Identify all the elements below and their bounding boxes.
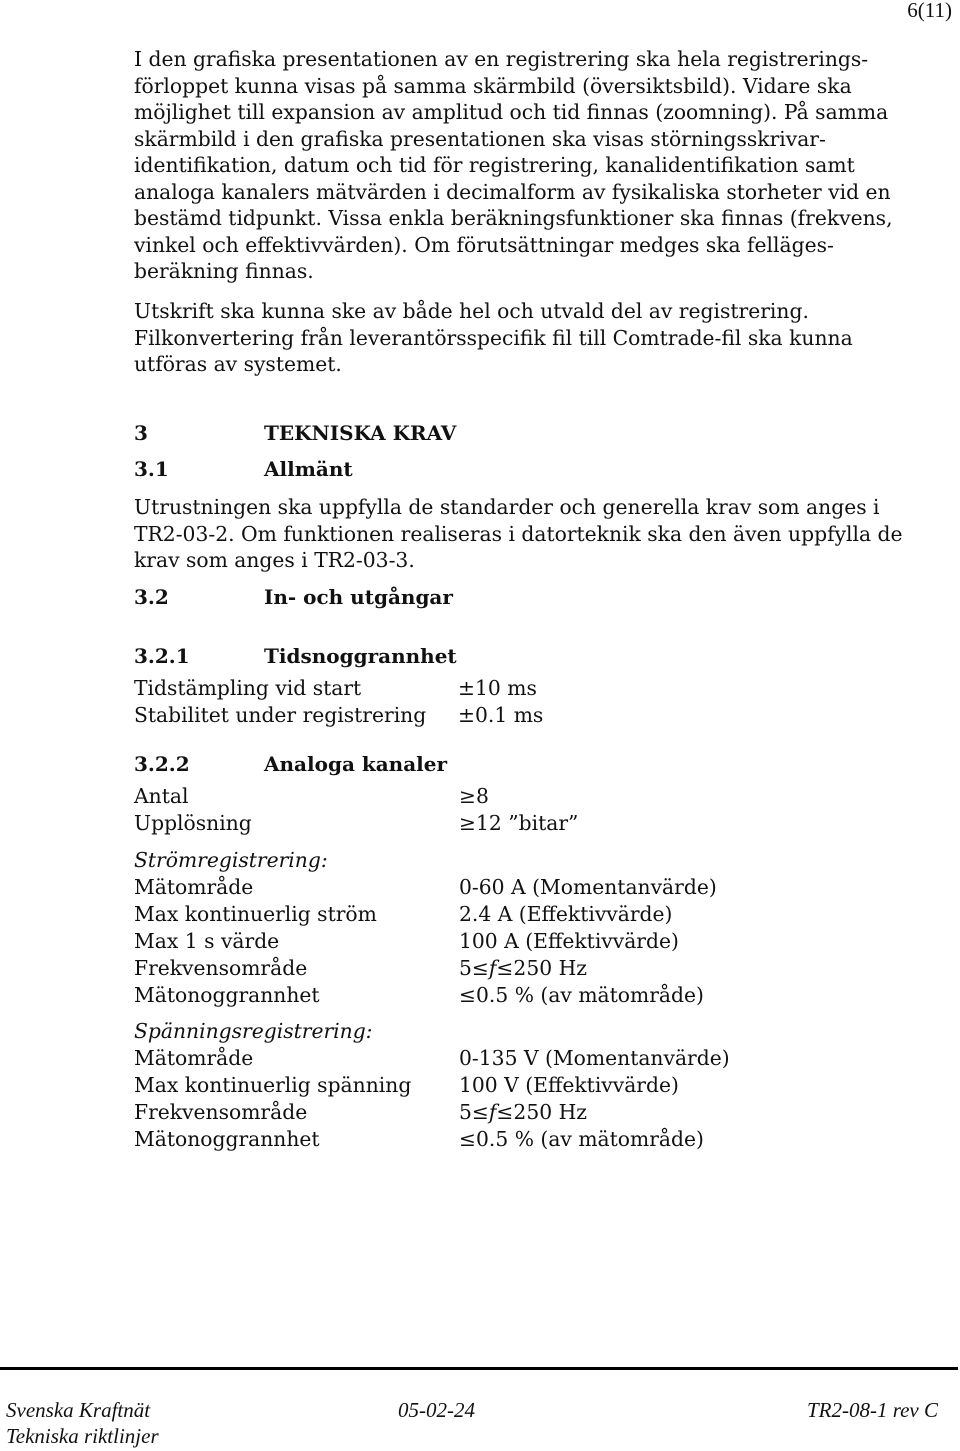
spec-label: Mätonoggrannhet bbox=[134, 983, 320, 1007]
text-line: möjlighet till expansion av amplitud och tid finnas (zoomning). På samma bbox=[134, 100, 889, 124]
text-line: analoga kanalers mätvärden i decimalform av fysikaliska storheter vid en bbox=[134, 179, 891, 204]
spec-label: Max 1 s värde bbox=[134, 929, 280, 953]
text-line: utföras av systemet. bbox=[134, 352, 342, 376]
section-3-2-1-number: 3.2.1 bbox=[134, 644, 190, 668]
text-line: bestämd tidpunkt. Vissa enkla beräkningsfunktioner ska finnas (frekvens, bbox=[134, 206, 893, 230]
spec-label: Max kontinuerlig ström bbox=[134, 902, 377, 926]
spec-label: Upplösning bbox=[134, 811, 252, 835]
spec-label: Mätområde bbox=[134, 1046, 254, 1070]
spec-label: Max kontinuerlig spänning bbox=[134, 1073, 412, 1097]
text-line: vinkel och effektivvärden). Om förutsättningar medges ska felläges- bbox=[134, 232, 834, 257]
spec-label: Mätområde bbox=[134, 875, 254, 899]
spec-value: ≤0.5 % (av mätområde) bbox=[459, 983, 704, 1007]
spec-label: Tidstämpling vid start bbox=[134, 676, 362, 700]
value-suffix: ≤250 Hz bbox=[496, 956, 587, 980]
spec-value bbox=[459, 956, 587, 980]
section-3-2-title: In- och utgångar bbox=[264, 585, 453, 609]
section-3-2-1-title: Tidsnoggrannhet bbox=[264, 644, 457, 668]
spec-value: 2.4 A (Effektivvärde) bbox=[459, 902, 673, 926]
text-line: TR2-03-2. Om funktionen realiseras i datorteknik ska den även uppfylla de bbox=[134, 521, 903, 546]
page-number: 6(11) bbox=[907, 0, 952, 22]
section-3-2-number: 3.2 bbox=[134, 585, 169, 609]
footer-rule bbox=[0, 1367, 958, 1370]
footer-document-id: TR2-08-1 rev C bbox=[806, 1398, 938, 1422]
value-prefix: 5≤ bbox=[459, 956, 489, 980]
value-prefix: 5≤ bbox=[459, 1100, 489, 1124]
spec-label: Frekvensområde bbox=[134, 1100, 308, 1124]
intro-paragraph-2 bbox=[134, 298, 853, 378]
spec-value: ≤0.5 % (av mätområde) bbox=[459, 1127, 704, 1151]
text-line: Utskrift ska kunna ske av både hel och utvald del av registrering. bbox=[134, 299, 809, 323]
text-line: identifikation, datum och tid för registrering, kanalidentifikation samt bbox=[134, 153, 855, 177]
footer-organization: Svenska Kraftnät bbox=[6, 1398, 151, 1422]
text-line: beräkning finnas. bbox=[134, 259, 314, 283]
text-line: krav som anges i TR2-03-3. bbox=[134, 548, 415, 572]
section-3-2-2-title: Analoga kanaler bbox=[264, 752, 448, 776]
text-line: I den grafiska presentationen av en registrering ska hela registrerings- bbox=[134, 47, 869, 71]
section-3-1-number: 3.1 bbox=[134, 457, 169, 481]
spec-value: ≥12 ”bitar” bbox=[459, 811, 579, 835]
spec-value: 100 A (Effektivvärde) bbox=[459, 929, 679, 953]
spec-label: Mätonoggrannhet bbox=[134, 1127, 320, 1151]
spec-label: Antal bbox=[134, 784, 189, 808]
section-3-title: TEKNISKA KRAV bbox=[264, 421, 457, 445]
section-3-2-2-number: 3.2.2 bbox=[134, 752, 190, 776]
spec-value: ≥8 bbox=[459, 784, 489, 808]
text-line: förloppet kunna visas på samma skärmbild (översiktsbild). Vidare ska bbox=[134, 73, 852, 98]
spec-value: ±10 ms bbox=[458, 676, 537, 700]
text-line: skärmbild i den grafiska presentationen ska visas störningsskrivar- bbox=[134, 126, 826, 151]
spec-value: 100 V (Effektivvärde) bbox=[459, 1073, 679, 1097]
frequency-symbol: f bbox=[488, 956, 497, 980]
intro-paragraph-1 bbox=[134, 46, 893, 285]
text-line: Utrustningen ska uppfylla de standarder och generella krav som anges i bbox=[134, 495, 880, 519]
current-registration-heading: Strömregistrering: bbox=[134, 848, 328, 872]
section-3-1-body bbox=[134, 494, 903, 574]
spec-value: ±0.1 ms bbox=[458, 703, 544, 727]
section-3-number: 3 bbox=[134, 421, 148, 445]
frequency-symbol: f bbox=[488, 1100, 497, 1124]
spec-label: Stabilitet under registrering bbox=[134, 703, 427, 727]
footer-series: Tekniska riktlinjer bbox=[6, 1424, 159, 1448]
footer-date: 05-02-24 bbox=[398, 1398, 475, 1422]
spec-label: Frekvensområde bbox=[134, 956, 308, 980]
section-3-1-title: Allmänt bbox=[264, 457, 353, 481]
spec-value bbox=[459, 1100, 587, 1124]
text-line: Filkonvertering från leverantörsspecifik fil till Comtrade-fil ska kunna bbox=[134, 325, 853, 350]
voltage-registration-heading: Spänningsregistrering: bbox=[134, 1019, 373, 1043]
spec-value: 0-60 A (Momentanvärde) bbox=[459, 875, 717, 899]
value-suffix: ≤250 Hz bbox=[496, 1100, 587, 1124]
spec-value: 0-135 V (Momentanvärde) bbox=[459, 1046, 730, 1070]
